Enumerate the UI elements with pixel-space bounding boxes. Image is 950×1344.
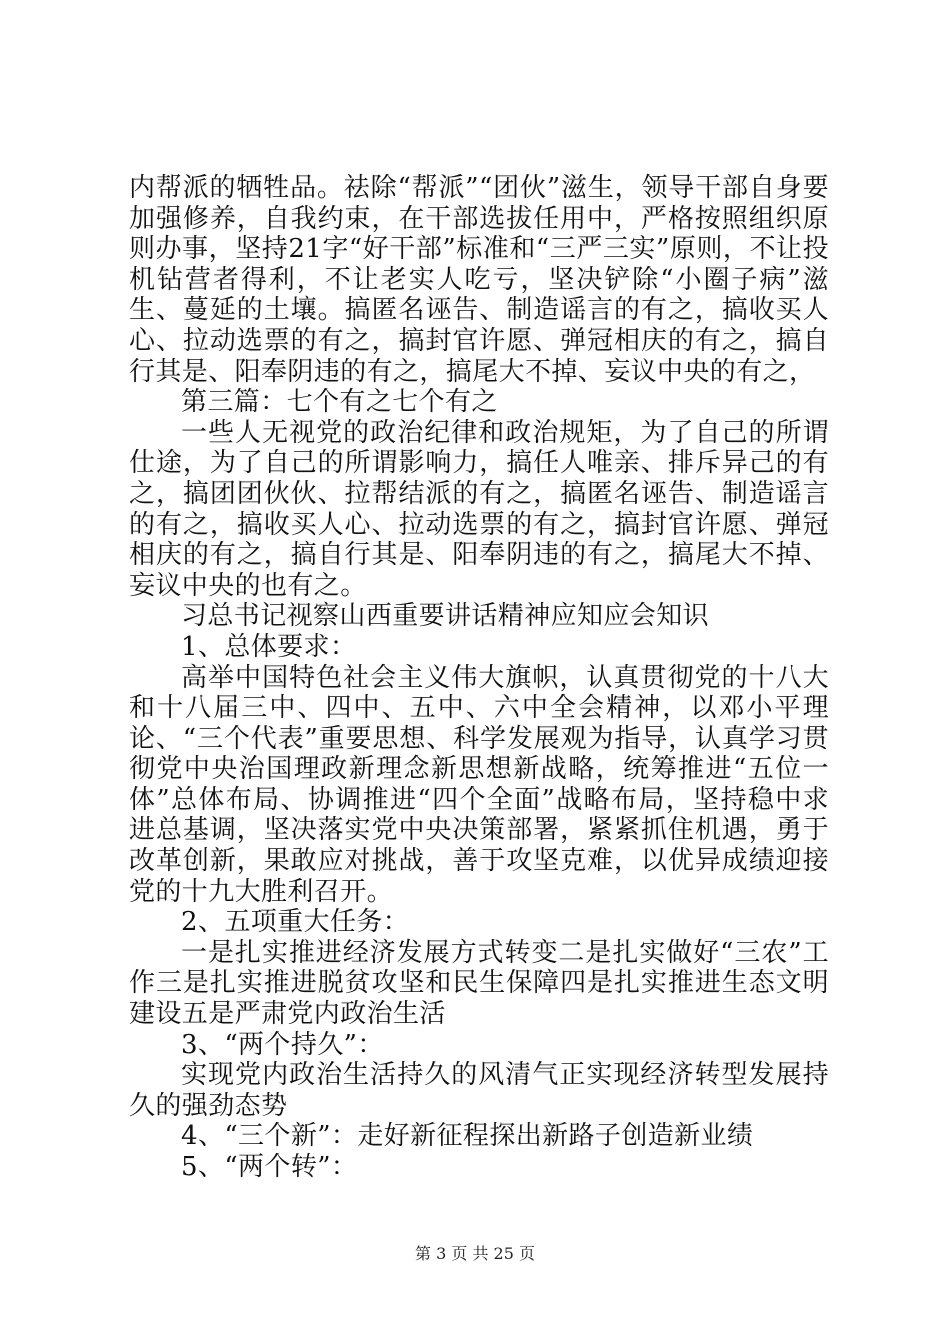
paragraph-continuation: 内帮派的牺牲品。祛除“帮派”“团伙”滋生，领导干部自身要加强修养，自我约束，在干部选拔任用中，严格按照组织原则办事，坚持21字“好干部”标准和“三严三实”原则，不让投机钻营者得利，不让老实人吃亏，坚决铲除“小圈子病”滋生、蔓延的土壤。搞匿名诬告、制造谣言的有之，搞收买人心、拉动选票的有之，搞封官许愿、弹冠相庆的有之，搞自行其是、阳奉阴违的有之，搞尾大不掉、妄议中央的有之， [129, 173, 829, 387]
paragraph-seven-behaviors: 一些人无视党的政治纪律和政治规矩，为了自己的所谓仕途，为了自己的所谓影响力，搞任人唯亲、排斥异己的有之，搞团团伙伙、拉帮结派的有之，搞匿名诬告、制造谣言的有之，搞收买人心、拉动选票的有之，搞封官许愿、弹冠相庆的有之，搞自行其是、阳奉阴违的有之，搞尾大不掉、妄议中央的也有之。 [129, 417, 829, 601]
item-heading-overall-requirements: 1、总体要求： [181, 631, 357, 662]
paragraph-overall-requirements: 高举中国特色社会主义伟大旗帜，认真贯彻党的十八大和十八届三中、四中、五中、六中全会精神，以邓小平理论、“三个代表”重要思想、科学发展观为指导，认真学习贯彻党中央治国理政新理念新思想新战略，统筹推进“五位一体”总体布局、协调推进“四个全面”战略布局，坚持稳中求进总基调，坚决落实党中央决策部署，紧紧抓住机遇，勇于改革创新，果敢应对挑战，善于攻坚克难，以优异成绩迎接党的十九大胜利召开。 [129, 662, 829, 907]
item-heading-five-tasks: 2、五项重大任务： [181, 907, 410, 938]
document-body [129, 173, 829, 1183]
section-heading-shanxi-speech: 习总书记视察山西重要讲话精神应知应会知识 [181, 601, 710, 632]
item-heading-two-lasting: 3、“两个持久”： [181, 1029, 384, 1060]
paragraph-five-tasks: 一是扎实推进经济发展方式转变二是扎实做好“三农”工作三是扎实推进脱贫攻坚和民生保障四是扎实推进生态文明建设五是严肃党内政治生活 [129, 937, 829, 1030]
page-number-footer: 第 3 页 共 25 页 [415, 1244, 535, 1263]
paragraph-two-lasting: 实现党内政治生活持久的风清气正实现经济转型发展持久的强劲态势 [129, 1060, 829, 1121]
item-heading-two-turns: 5、“两个转”： [181, 1152, 358, 1182]
section-heading-third-article: 第三篇：七个有之七个有之 [181, 387, 498, 418]
item-three-new: 4、“三个新”：走好新征程探出新路子创造新业绩 [181, 1121, 754, 1152]
